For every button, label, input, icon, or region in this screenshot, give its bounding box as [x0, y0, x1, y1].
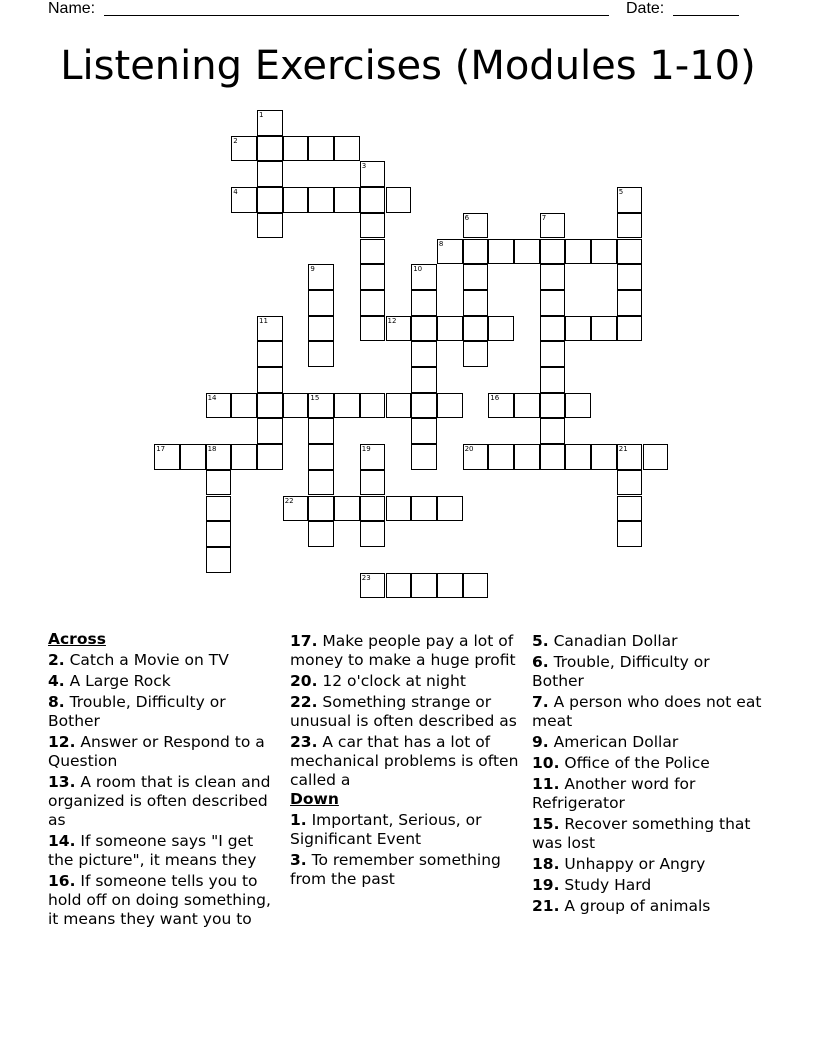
clue-number: 21	[618, 445, 628, 454]
clue-item	[532, 815, 764, 853]
clue-item	[290, 693, 522, 731]
clue-item-number: 10.	[532, 754, 560, 772]
crossword-cell[interactable]	[257, 161, 283, 187]
clue-item-number: 12.	[48, 733, 76, 751]
crossword-cell[interactable]	[437, 239, 463, 265]
crossword-cell[interactable]	[257, 110, 283, 136]
clue-item-text: American Dollar	[548, 733, 679, 751]
clue-item	[290, 672, 522, 691]
crossword-cell[interactable]	[334, 496, 360, 522]
crossword-cell[interactable]	[514, 239, 540, 265]
crossword-cell[interactable]	[257, 316, 283, 342]
clue-item-text: Catch a Movie on TV	[64, 651, 229, 669]
crossword-cell[interactable]	[360, 187, 386, 213]
clue-item-number: 23.	[290, 733, 318, 751]
clue-number: 20	[464, 445, 474, 454]
clue-number: 23	[361, 573, 371, 582]
clue-number: 14	[207, 393, 217, 402]
crossword-cell[interactable]	[283, 187, 309, 213]
crossword-cell[interactable]	[565, 239, 591, 265]
crossword-cell[interactable]	[565, 316, 591, 342]
crossword-cell[interactable]	[514, 444, 540, 470]
clue-item-number: 18.	[532, 855, 560, 873]
clue-item-text: A room that is clean and organized is often described as	[48, 773, 271, 829]
clue-number: 18	[207, 445, 217, 454]
clue-item-number: 4.	[48, 672, 65, 690]
crossword-cell[interactable]	[386, 393, 412, 419]
crossword-cell[interactable]	[411, 316, 437, 342]
crossword-cell[interactable]	[206, 444, 232, 470]
crossword-cell[interactable]	[308, 316, 334, 342]
crossword-cell[interactable]	[386, 496, 412, 522]
crossword-cell[interactable]	[360, 239, 386, 265]
clue-item-number: 6.	[532, 653, 549, 671]
clue-item-number: 16.	[48, 872, 76, 890]
name-label: Name:	[48, 0, 96, 17]
crossword-cell[interactable]	[360, 496, 386, 522]
clue-number: 11	[259, 316, 268, 325]
clue-item-number: 14.	[48, 832, 76, 850]
clue-item-number: 20.	[290, 672, 318, 690]
crossword-cell[interactable]	[437, 573, 463, 599]
crossword-cell[interactable]	[308, 290, 334, 316]
crossword-cell[interactable]	[540, 213, 566, 239]
crossword-cell[interactable]	[411, 418, 437, 444]
crossword-cell[interactable]	[360, 290, 386, 316]
crossword-cell[interactable]	[257, 367, 283, 393]
clues-column-2	[290, 630, 522, 889]
clue-number: 19	[361, 445, 371, 454]
clue-item-text: A car that has a lot of mechanical problems is often called a	[290, 733, 519, 789]
crossword-cell[interactable]	[257, 393, 283, 419]
crossword-cell[interactable]	[617, 290, 643, 316]
crossword-cell[interactable]	[360, 470, 386, 496]
crossword-cell[interactable]	[257, 341, 283, 367]
crossword-cell[interactable]	[308, 393, 334, 419]
crossword-cell[interactable]	[334, 187, 360, 213]
clue-item-text: Canadian Dollar	[548, 632, 678, 650]
clue-item	[48, 872, 280, 929]
clue-item-text: If someone tells you to hold off on doing something, it means they want you to	[48, 872, 271, 928]
clue-item	[532, 733, 764, 752]
crossword-cell[interactable]	[308, 136, 334, 162]
clue-number: 1	[259, 111, 264, 119]
crossword-cell[interactable]	[283, 496, 309, 522]
clue-number: 10	[413, 265, 423, 274]
clue-number: 16	[490, 393, 500, 402]
crossword-cell[interactable]	[386, 187, 412, 213]
crossword-cell[interactable]	[411, 290, 437, 316]
clue-item-text: 12 o'clock at night	[317, 672, 466, 690]
clue-item-number: 8.	[48, 693, 65, 711]
clue-item-number: 19.	[532, 876, 560, 894]
clue-item	[532, 876, 764, 895]
crossword-cell[interactable]	[463, 341, 489, 367]
crossword-cell[interactable]	[257, 213, 283, 239]
clue-item	[48, 651, 280, 670]
crossword-cell[interactable]	[283, 393, 309, 419]
crossword-cell[interactable]	[488, 444, 514, 470]
crossword-cell[interactable]	[334, 136, 360, 162]
crossword-cell[interactable]	[257, 444, 283, 470]
crossword-cell[interactable]	[591, 239, 617, 265]
clue-item-text: Make people pay a lot of money to make a huge profit	[290, 632, 516, 669]
clue-number: 12	[387, 316, 397, 325]
crossword-cell[interactable]	[488, 393, 514, 419]
crossword-cell[interactable]	[617, 187, 643, 213]
crossword-cell[interactable]	[591, 444, 617, 470]
date-label: Date:	[626, 0, 665, 17]
crossword-cell[interactable]	[411, 393, 437, 419]
clue-item	[532, 897, 764, 916]
crossword-cell[interactable]	[411, 444, 437, 470]
clue-item-number: 21.	[532, 897, 560, 915]
clue-number: 6	[464, 213, 470, 222]
crossword-cell[interactable]	[308, 264, 334, 290]
clue-number: 2	[233, 136, 238, 145]
crossword-cell[interactable]	[411, 573, 437, 599]
crossword-cell[interactable]	[360, 573, 386, 599]
clue-item	[290, 733, 522, 790]
crossword-cell[interactable]	[411, 367, 437, 393]
clue-number: 8	[438, 239, 444, 248]
clue-item-text: A Large Rock	[64, 672, 171, 690]
clue-item	[532, 693, 764, 731]
crossword-cell[interactable]	[206, 470, 232, 496]
crossword-cell[interactable]	[463, 316, 489, 342]
crossword-cell[interactable]	[360, 161, 386, 187]
crossword-cell[interactable]	[540, 393, 566, 419]
crossword-cell[interactable]	[540, 316, 566, 342]
crossword-cell[interactable]	[257, 136, 283, 162]
crossword-cell[interactable]	[231, 136, 257, 162]
crossword-cell[interactable]	[617, 239, 643, 265]
clue-item-text: Recover something that was lost	[532, 815, 751, 852]
page-title: Listening Exercises (Modules 1-10)	[60, 43, 756, 89]
clue-item	[532, 632, 764, 651]
crossword-cell[interactable]	[437, 393, 463, 419]
clue-item-text: Trouble, Difficulty or Bother	[532, 653, 710, 690]
clue-item-number: 22.	[290, 693, 318, 711]
clue-item	[48, 672, 280, 691]
crossword-cell[interactable]	[488, 239, 514, 265]
clue-number: 15	[310, 393, 320, 402]
crossword-cell[interactable]	[488, 316, 514, 342]
crossword-cell[interactable]	[540, 239, 566, 265]
crossword-cell[interactable]	[540, 418, 566, 444]
crossword-cell[interactable]	[591, 316, 617, 342]
crossword-cell[interactable]	[308, 444, 334, 470]
crossword-cell[interactable]	[308, 496, 334, 522]
crossword-cell[interactable]	[308, 341, 334, 367]
clue-item-number: 17.	[290, 632, 318, 650]
clue-number: 22	[284, 496, 294, 505]
clue-item-number: 13.	[48, 773, 76, 791]
crossword-cell[interactable]	[540, 444, 566, 470]
crossword-cell[interactable]	[437, 496, 463, 522]
clue-item	[532, 653, 764, 691]
clue-item	[290, 632, 522, 670]
clue-item-text: If someone says "I get the picture", it means they	[48, 832, 257, 869]
crossword-cell[interactable]	[231, 187, 257, 213]
clues-column-3	[532, 630, 764, 916]
clue-item-number: 2.	[48, 651, 65, 669]
clue-item	[290, 851, 522, 889]
clue-item	[48, 693, 280, 731]
crossword-cell[interactable]	[617, 496, 643, 522]
crossword-cell[interactable]	[617, 213, 643, 239]
crossword-cell[interactable]	[565, 444, 591, 470]
crossword-cell[interactable]	[360, 213, 386, 239]
clues-column-1	[48, 630, 280, 929]
crossword-cell[interactable]	[463, 239, 489, 265]
crossword-cell[interactable]	[463, 290, 489, 316]
crossword-cell[interactable]	[617, 444, 643, 470]
crossword-cell[interactable]	[386, 573, 412, 599]
crossword-cell[interactable]	[257, 187, 283, 213]
clue-item	[48, 733, 280, 771]
crossword-cell[interactable]	[463, 573, 489, 599]
crossword-cell[interactable]	[360, 444, 386, 470]
crossword-cell[interactable]	[514, 393, 540, 419]
clue-item-text: Important, Serious, or Significant Event	[290, 811, 482, 848]
crossword-cell[interactable]	[540, 264, 566, 290]
clue-item-text: Answer or Respond to a Question	[48, 733, 265, 770]
clue-number: 7	[541, 213, 547, 222]
crossword-cell[interactable]	[206, 496, 232, 522]
crossword-cell[interactable]	[386, 316, 412, 342]
clue-item-text: To remember something from the past	[290, 851, 501, 888]
crossword-cell[interactable]	[231, 393, 257, 419]
clue-item-text: Trouble, Difficulty or Bother	[48, 693, 226, 730]
clue-item	[532, 855, 764, 874]
clue-number: 5	[618, 188, 624, 197]
crossword-cell[interactable]	[540, 367, 566, 393]
crossword-cell[interactable]	[257, 418, 283, 444]
clue-number: 9	[310, 265, 315, 274]
crossword-cell[interactable]	[154, 444, 180, 470]
crossword-cell[interactable]	[308, 187, 334, 213]
clue-item-number: 3.	[290, 851, 307, 869]
clue-item	[48, 773, 280, 830]
down-heading: Down	[290, 790, 339, 808]
crossword-cell[interactable]	[180, 444, 206, 470]
crossword-cell[interactable]	[206, 547, 232, 573]
crossword-cell[interactable]	[565, 393, 591, 419]
crossword-cell[interactable]	[617, 521, 643, 547]
clue-number: 4	[233, 188, 238, 197]
across-heading: Across	[48, 630, 106, 648]
clue-item	[290, 811, 522, 849]
clue-item-number: 5.	[532, 632, 549, 650]
clue-item-text: Another word for Refrigerator	[532, 775, 696, 812]
crossword-cell[interactable]	[463, 264, 489, 290]
clue-item	[532, 754, 764, 773]
crossword-cell[interactable]	[308, 470, 334, 496]
crossword-cell[interactable]	[360, 521, 386, 547]
clue-item-text: A person who does not eat meat	[532, 693, 762, 730]
clue-item	[48, 832, 280, 870]
crossword-cell[interactable]	[411, 496, 437, 522]
clue-item-text: A group of animals	[559, 897, 711, 915]
crossword-cell[interactable]	[540, 341, 566, 367]
clue-item	[532, 775, 764, 813]
clue-item-text: Office of the Police	[559, 754, 710, 772]
crossword-cell[interactable]	[437, 316, 463, 342]
crossword-cell[interactable]	[463, 213, 489, 239]
crossword-cell[interactable]	[283, 136, 309, 162]
crossword-cell[interactable]	[617, 264, 643, 290]
crossword-cell[interactable]	[308, 521, 334, 547]
crossword-cell[interactable]	[643, 444, 669, 470]
crossword-cell[interactable]	[360, 264, 386, 290]
crossword-cell[interactable]	[231, 444, 257, 470]
clue-item-number: 1.	[290, 811, 307, 829]
crossword-cell[interactable]	[463, 444, 489, 470]
crossword-cell[interactable]	[360, 316, 386, 342]
clue-number: 3	[361, 162, 367, 171]
clue-item-number: 15.	[532, 815, 560, 833]
clue-item-text: Study Hard	[559, 876, 652, 894]
crossword-cell[interactable]	[617, 316, 643, 342]
crossword-cell[interactable]	[334, 393, 360, 419]
clue-item-text: Something strange or unusual is often described as	[290, 693, 517, 730]
crossword-cell[interactable]	[411, 341, 437, 367]
crossword-cell[interactable]	[206, 521, 232, 547]
crossword-cell[interactable]	[617, 470, 643, 496]
crossword-cell[interactable]	[540, 290, 566, 316]
clue-item-number: 7.	[532, 693, 549, 711]
crossword-cell[interactable]	[411, 264, 437, 290]
clue-number: 17	[156, 445, 166, 454]
clue-item-text: Unhappy or Angry	[559, 855, 706, 873]
crossword-cell[interactable]	[206, 393, 232, 419]
crossword-cell[interactable]	[360, 393, 386, 419]
clue-item-number: 9.	[532, 733, 549, 751]
crossword-cell[interactable]	[308, 418, 334, 444]
clue-item-number: 11.	[532, 775, 560, 793]
